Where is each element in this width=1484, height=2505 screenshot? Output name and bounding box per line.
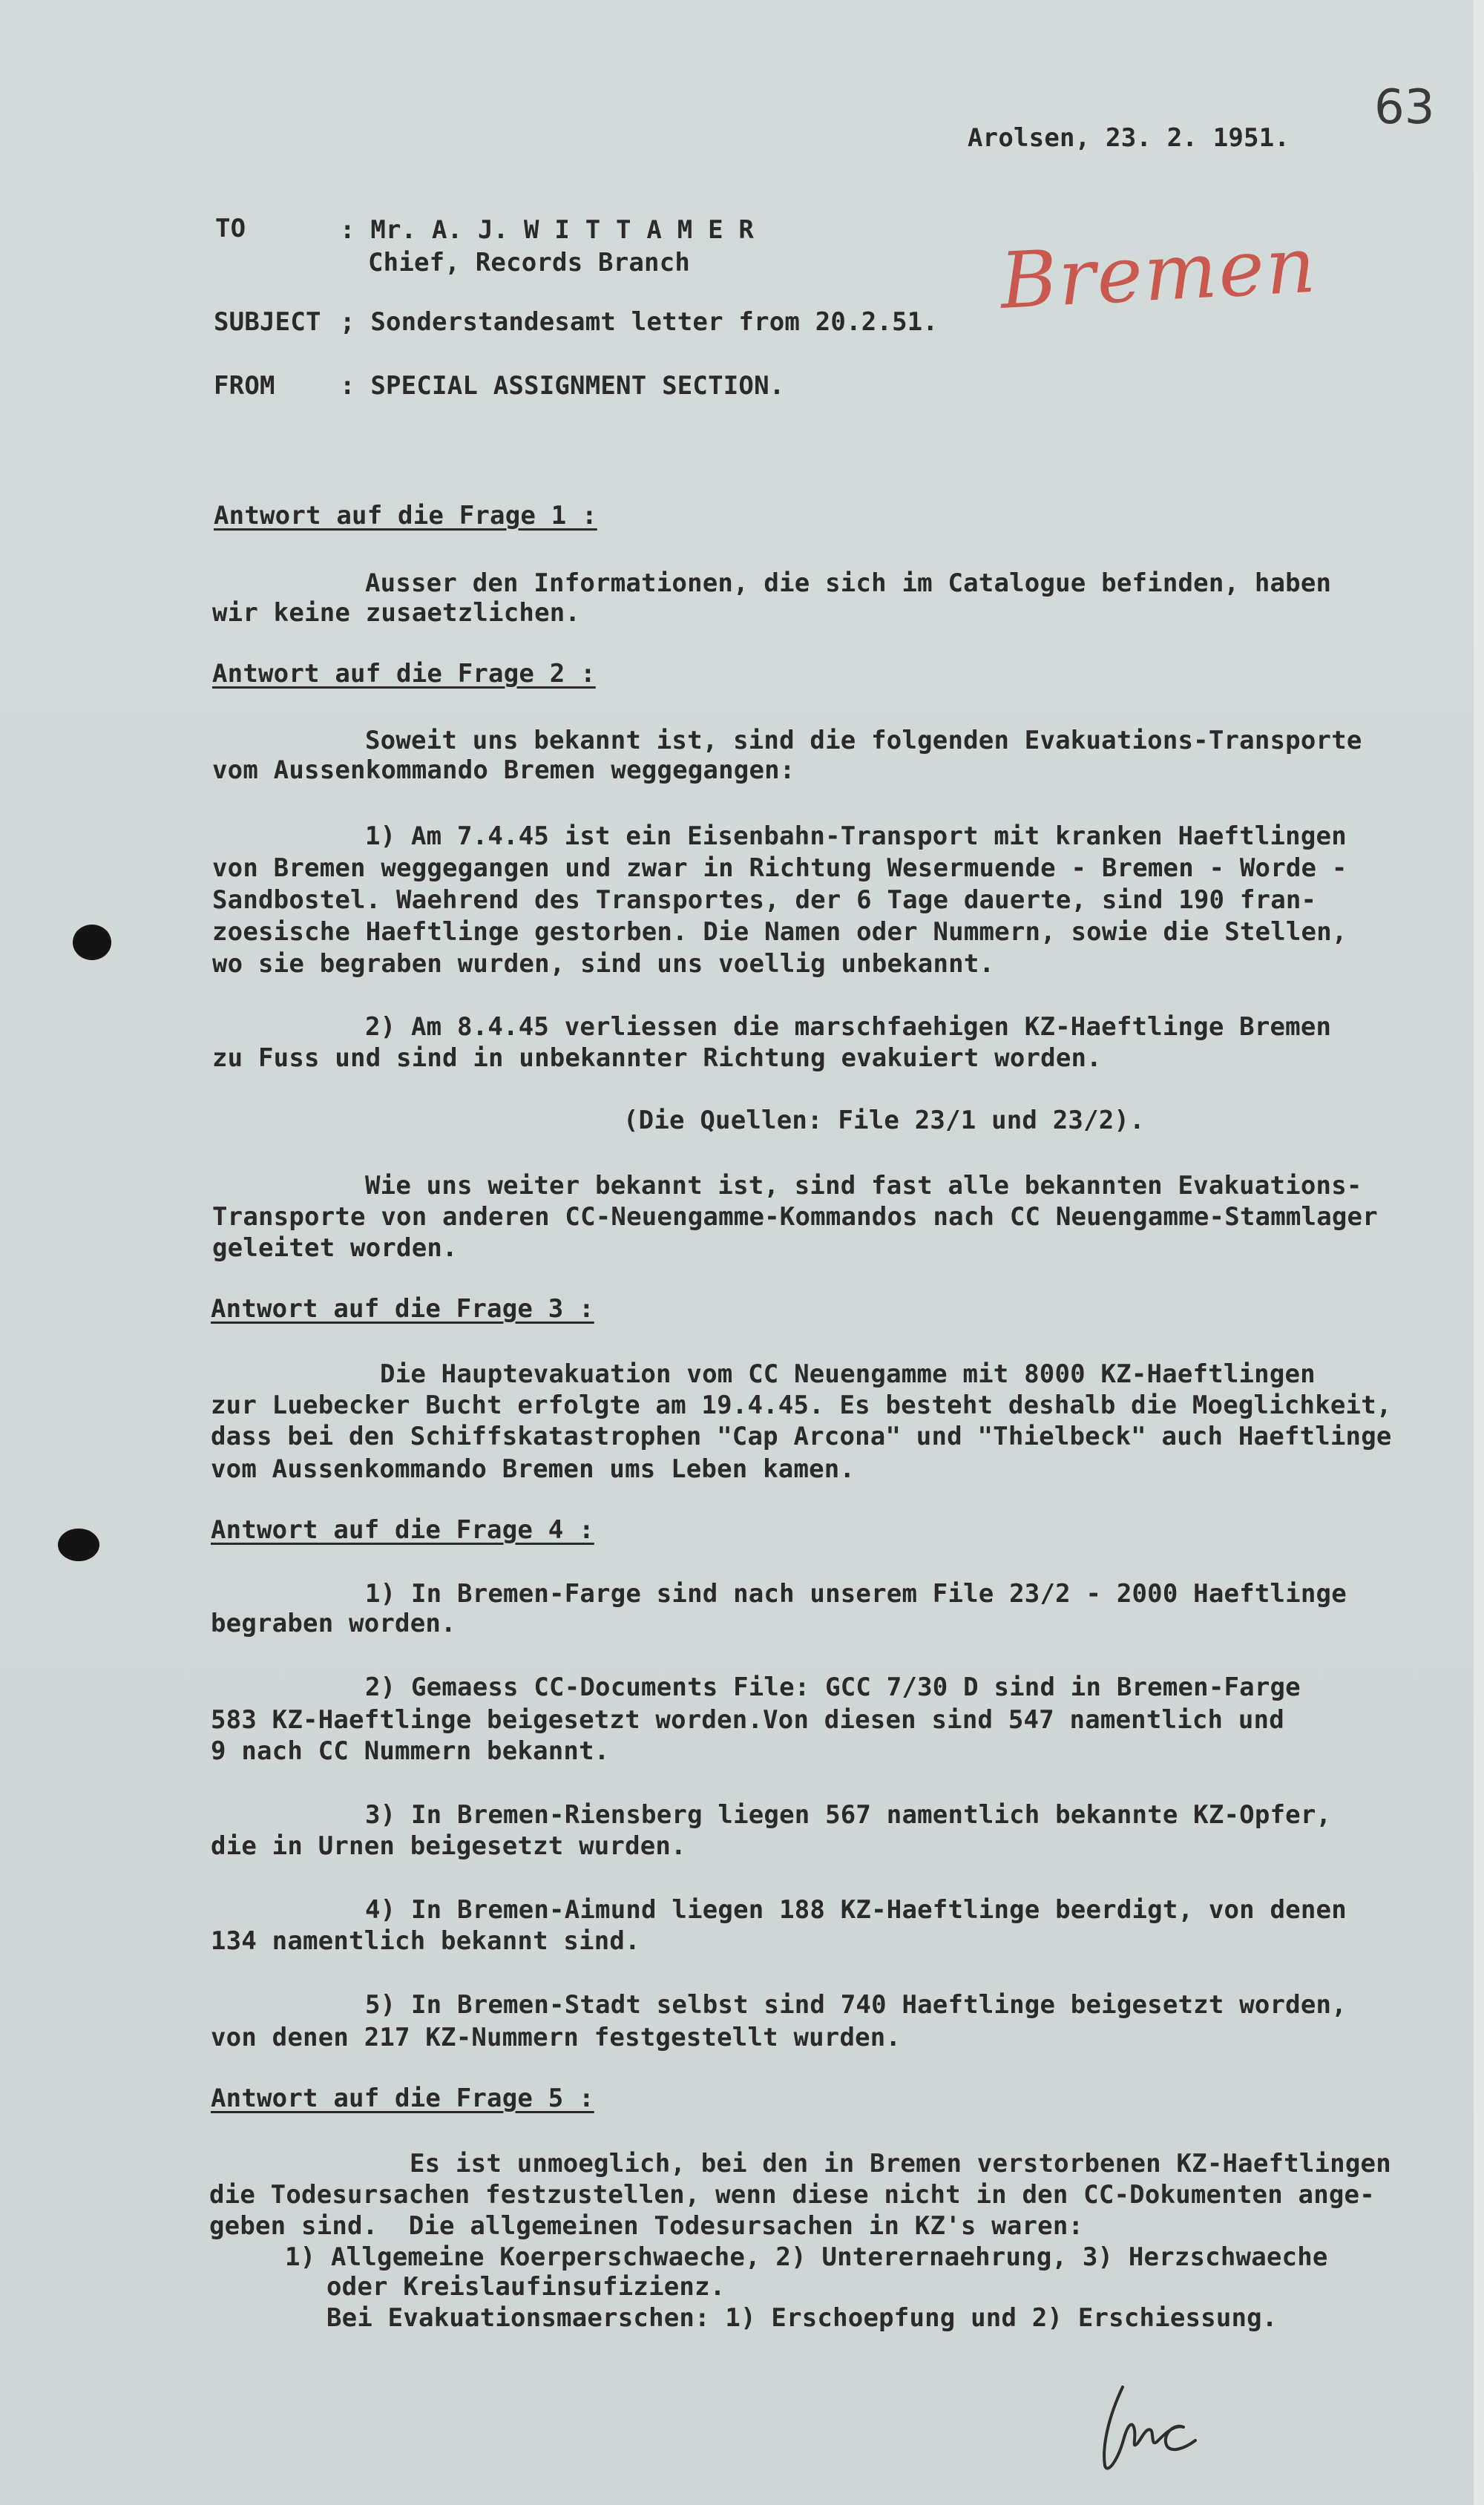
section-heading-q1: Antwort auf die Frage 1 :	[214, 501, 597, 531]
q5-line: Es ist unmoeglich, bei den in Bremen verstorbenen KZ-Haeftlingen	[410, 2149, 1391, 2179]
section-heading-q4: Antwort auf die Frage 4 :	[211, 1515, 594, 1545]
to-label: TO	[215, 214, 246, 243]
q2-intro-line: vom Aussenkommando Bremen weggegangen:	[212, 755, 795, 785]
q4-item1-line: 1) In Bremen-Farge sind nach unserem File 23/2 - 2000 Haeftlinge	[365, 1579, 1347, 1609]
from-value: : SPECIAL ASSIGNMENT SECTION.	[340, 371, 785, 401]
q5-line: 1) Allgemeine Koerperschwaeche, 2) Unterernaehrung, 3) Herzschwaeche	[285, 2242, 1328, 2272]
q3-line: vom Aussenkommando Bremen ums Leben kamen.	[211, 1454, 856, 1484]
q1-line: wir keine zusaetzlichen.	[212, 598, 581, 628]
subject-value: ; Sonderstandesamt letter from 20.2.51.	[340, 307, 939, 337]
q2-sources: (Die Quellen: File 23/1 und 23/2).	[623, 1106, 1145, 1135]
q2-item2-line: zu Fuss und sind in unbekannter Richtung evakuiert worden.	[212, 1043, 1102, 1073]
q4-item5-line: von denen 217 KZ-Nummern festgestellt wurden.	[211, 2023, 902, 2052]
punch-hole	[73, 925, 111, 960]
q4-item2-line: 2) Gemaess CC-Documents File: GCC 7/30 D sind in Bremen-Farge	[365, 1672, 1301, 1702]
q3-line: dass bei den Schiffskatastrophen "Cap Arcona" und "Thielbeck" auch Haeftlinge	[211, 1422, 1392, 1451]
q2-item1-line: wo sie begraben wurden, sind uns voellig unbekannt.	[212, 949, 995, 979]
q2-item2-line: 2) Am 8.4.45 verliessen die marschfaehigen KZ-Haeftlinge Bremen	[365, 1012, 1332, 1042]
q3-line: Die Hauptevakuation vom CC Neuengamme mit 8000 KZ-Haeftlingen	[380, 1359, 1316, 1389]
page-number: 63	[1374, 80, 1435, 135]
signature-initials	[1080, 2378, 1213, 2475]
q2-intro-line: Soweit uns bekannt ist, sind die folgenden Evakuations-Transporte	[365, 726, 1362, 755]
q5-line: Bei Evakuationsmaerschen: 1) Erschoepfung und 2) Erschiessung.	[326, 2303, 1278, 2333]
q4-item2-line: 583 KZ-Haeftlinge beigesetzt worden.Von diesen sind 547 namentlich und	[211, 1705, 1284, 1735]
q4-item4-line: 134 namentlich bekannt sind.	[211, 1926, 640, 1956]
section-heading-q5: Antwort auf die Frage 5 :	[211, 2084, 594, 2113]
handwritten-annotation: Bremen	[998, 219, 1319, 326]
q5-line: oder Kreislaufinsufizienz.	[326, 2272, 726, 2302]
q2-item1-line: zoesische Haeftlinge gestorben. Die Namen oder Nummern, sowie die Stellen,	[212, 917, 1347, 947]
q2-further-line: Wie uns weiter bekannt ist, sind fast alle bekannten Evakuations-	[365, 1171, 1362, 1201]
q4-item3-line: die in Urnen beigesetzt wurden.	[211, 1831, 686, 1861]
q2-item1-line: 1) Am 7.4.45 ist ein Eisenbahn-Transport mit kranken Haeftlingen	[365, 821, 1347, 851]
paper-edge	[1474, 0, 1484, 2505]
q2-item1-line: von Bremen weggegangen und zwar in Richtung Wesermuende - Bremen - Worde -	[212, 853, 1347, 883]
subject-label: SUBJECT	[214, 307, 321, 337]
q4-item2-line: 9 nach CC Nummern bekannt.	[211, 1736, 610, 1766]
to-title: Chief, Records Branch	[368, 248, 691, 278]
q2-further-line: geleitet worden.	[212, 1233, 458, 1263]
punch-hole	[58, 1529, 99, 1561]
q4-item1-line: begraben worden.	[211, 1609, 456, 1638]
q5-line: geben sind. Die allgemeinen Todesursachen in KZ's waren:	[209, 2211, 1084, 2241]
letter-date: Arolsen, 23. 2. 1951.	[968, 123, 1290, 153]
q4-item3-line: 3) In Bremen-Riensberg liegen 567 namentlich bekannte KZ-Opfer,	[365, 1800, 1332, 1830]
from-label: FROM	[214, 371, 275, 401]
q4-item4-line: 4) In Bremen-Aimund liegen 188 KZ-Haeftlinge beerdigt, von denen	[365, 1895, 1347, 1925]
to-name: : Mr. A. J. W I T T A M E R	[340, 215, 755, 245]
q2-further-line: Transporte von anderen CC-Neuengamme-Kommandos nach CC Neuengamme-Stammlager	[212, 1202, 1378, 1232]
q2-item1-line: Sandbostel. Waehrend des Transportes, der 6 Tage dauerte, sind 190 fran-	[212, 885, 1317, 915]
section-heading-q2: Antwort auf die Frage 2 :	[212, 659, 596, 689]
q4-item5-line: 5) In Bremen-Stadt selbst sind 740 Haeftlinge beigesetzt worden,	[365, 1990, 1347, 2020]
q5-line: die Todesursachen festzustellen, wenn diese nicht in den CC-Dokumenten ange-	[209, 2180, 1375, 2210]
section-heading-q3: Antwort auf die Frage 3 :	[211, 1294, 594, 1324]
q1-line: Ausser den Informationen, die sich im Catalogue befinden, haben	[365, 568, 1332, 598]
q3-line: zur Luebecker Bucht erfolgte am 19.4.45. Es besteht deshalb die Moeglichkeit,	[211, 1391, 1392, 1420]
